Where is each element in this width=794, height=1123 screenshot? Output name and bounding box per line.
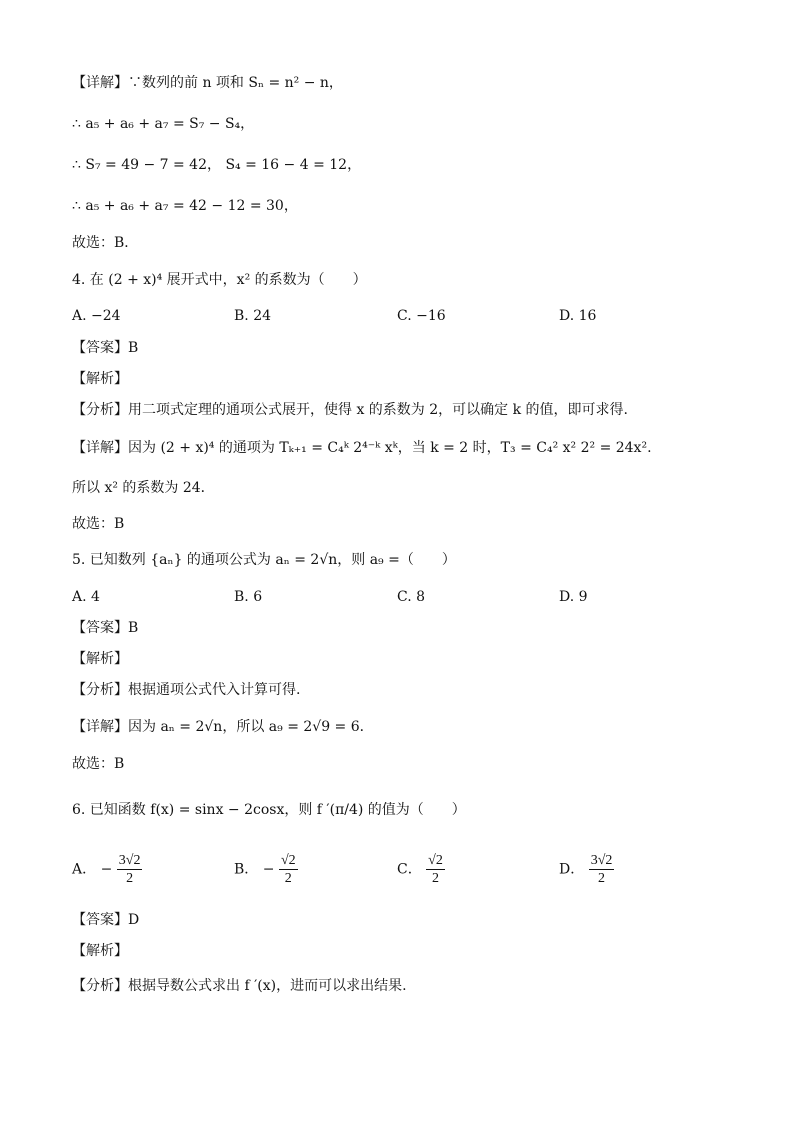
q6-option-d-denominator: 2 [598,871,606,886]
q6-option-b-fraction [279,852,298,887]
q6-option-d [559,852,614,887]
q4-conclusion: 所以 x² 的系数为 24． [72,480,215,496]
q6-option-b-sign: − [262,861,275,878]
q6-answer: 【答案】D [72,912,140,928]
q5-option-d: D. 9 [559,589,588,605]
q6-analysis: 【分析】根据导数公式求出 f ′(x)，进而可以求出结果. [72,978,407,994]
q6-option-c-denominator: 2 [432,871,440,886]
detail-line-2: ∴ a₅ + a₆ + a₇ = S₇ − S₄， [72,116,255,132]
q6-option-a [72,852,142,887]
question-4: 4. 在 (2 + x)⁴ 展开式中，x² 的系数为（ ） [72,272,367,288]
detail-line-3: ∴ S₇ = 49 − 7 = 42， S₄ = 16 − 4 = 12， [72,157,362,173]
q5-analysis-heading: 【解析】 [72,651,128,667]
q6-analysis-heading: 【解析】 [72,943,128,959]
q6-option-b-numerator: √2 [280,853,296,868]
q6-option-c-numerator: √2 [428,853,443,868]
q6-option-b-denominator: 2 [284,871,292,886]
q4-option-a: A. −24 [72,308,121,324]
detail-line-4: ∴ a₅ + a₆ + a₇ = 42 − 12 = 30， [72,198,298,214]
q6-option-a-fraction [117,852,143,887]
q6-option-c-fraction [426,852,445,887]
select-line: 故选：B． [72,235,139,251]
q4-detail: 【详解】因为 (2 + x)⁴ 的通项为 Tₖ₊₁ = C₄ᵏ 2⁴⁻ᵏ xᵏ，当 k = 2 时，T₃ = C₄² x² 2² = 24x². [72,440,652,456]
q5-option-a: A. 4 [72,589,100,605]
q4-analysis: 【分析】用二项式定理的通项公式展开，使得 x 的系数为 2，可以确定 k 的值，即可求得. [72,402,628,418]
q4-option-c: C. −16 [397,308,446,324]
q6-option-a-sign: − [100,861,113,878]
question-5: 5. 已知数列 {aₙ} 的通项公式为 aₙ = 2√n，则 a₉ =（ ） [72,552,456,568]
q6-option-b [234,852,298,887]
q5-option-b: B. 6 [234,589,263,605]
q6-option-a-label: A． [72,861,97,878]
q5-detail: 【详解】因为 aₙ = 2√n，所以 a₉ = 2√9 = 6． [72,719,374,735]
q6-option-d-label: D． [559,861,585,878]
q4-option-d: D. 16 [559,308,597,324]
q6-option-c [397,852,445,887]
q6-option-a-denominator: 2 [126,871,134,886]
q5-option-c: C. 8 [397,589,426,605]
q6-option-d-fraction [589,852,615,887]
q5-select: 故选：B [72,756,125,772]
q5-analysis: 【分析】根据通项公式代入计算可得. [72,682,301,698]
q6-option-c-label: C． [397,861,422,878]
q4-select: 故选：B [72,516,125,532]
q6-option-d-numerator: 3√2 [590,853,613,868]
q6-option-b-label: B． [234,861,259,878]
q4-analysis-heading: 【解析】 [72,371,128,387]
question-6: 6. 已知函数 f(x) = sinx − 2cosx，则 f ′(π/4) 的值为（ ） [72,802,466,818]
q6-option-a-numerator: 3√2 [118,853,141,868]
detail-line-1: 【详解】∵数列的前 n 项和 Sₙ = n² − n， [72,75,343,91]
q4-option-b: B. 24 [234,308,272,324]
q5-answer: 【答案】B [72,620,139,636]
q4-answer: 【答案】B [72,340,139,356]
